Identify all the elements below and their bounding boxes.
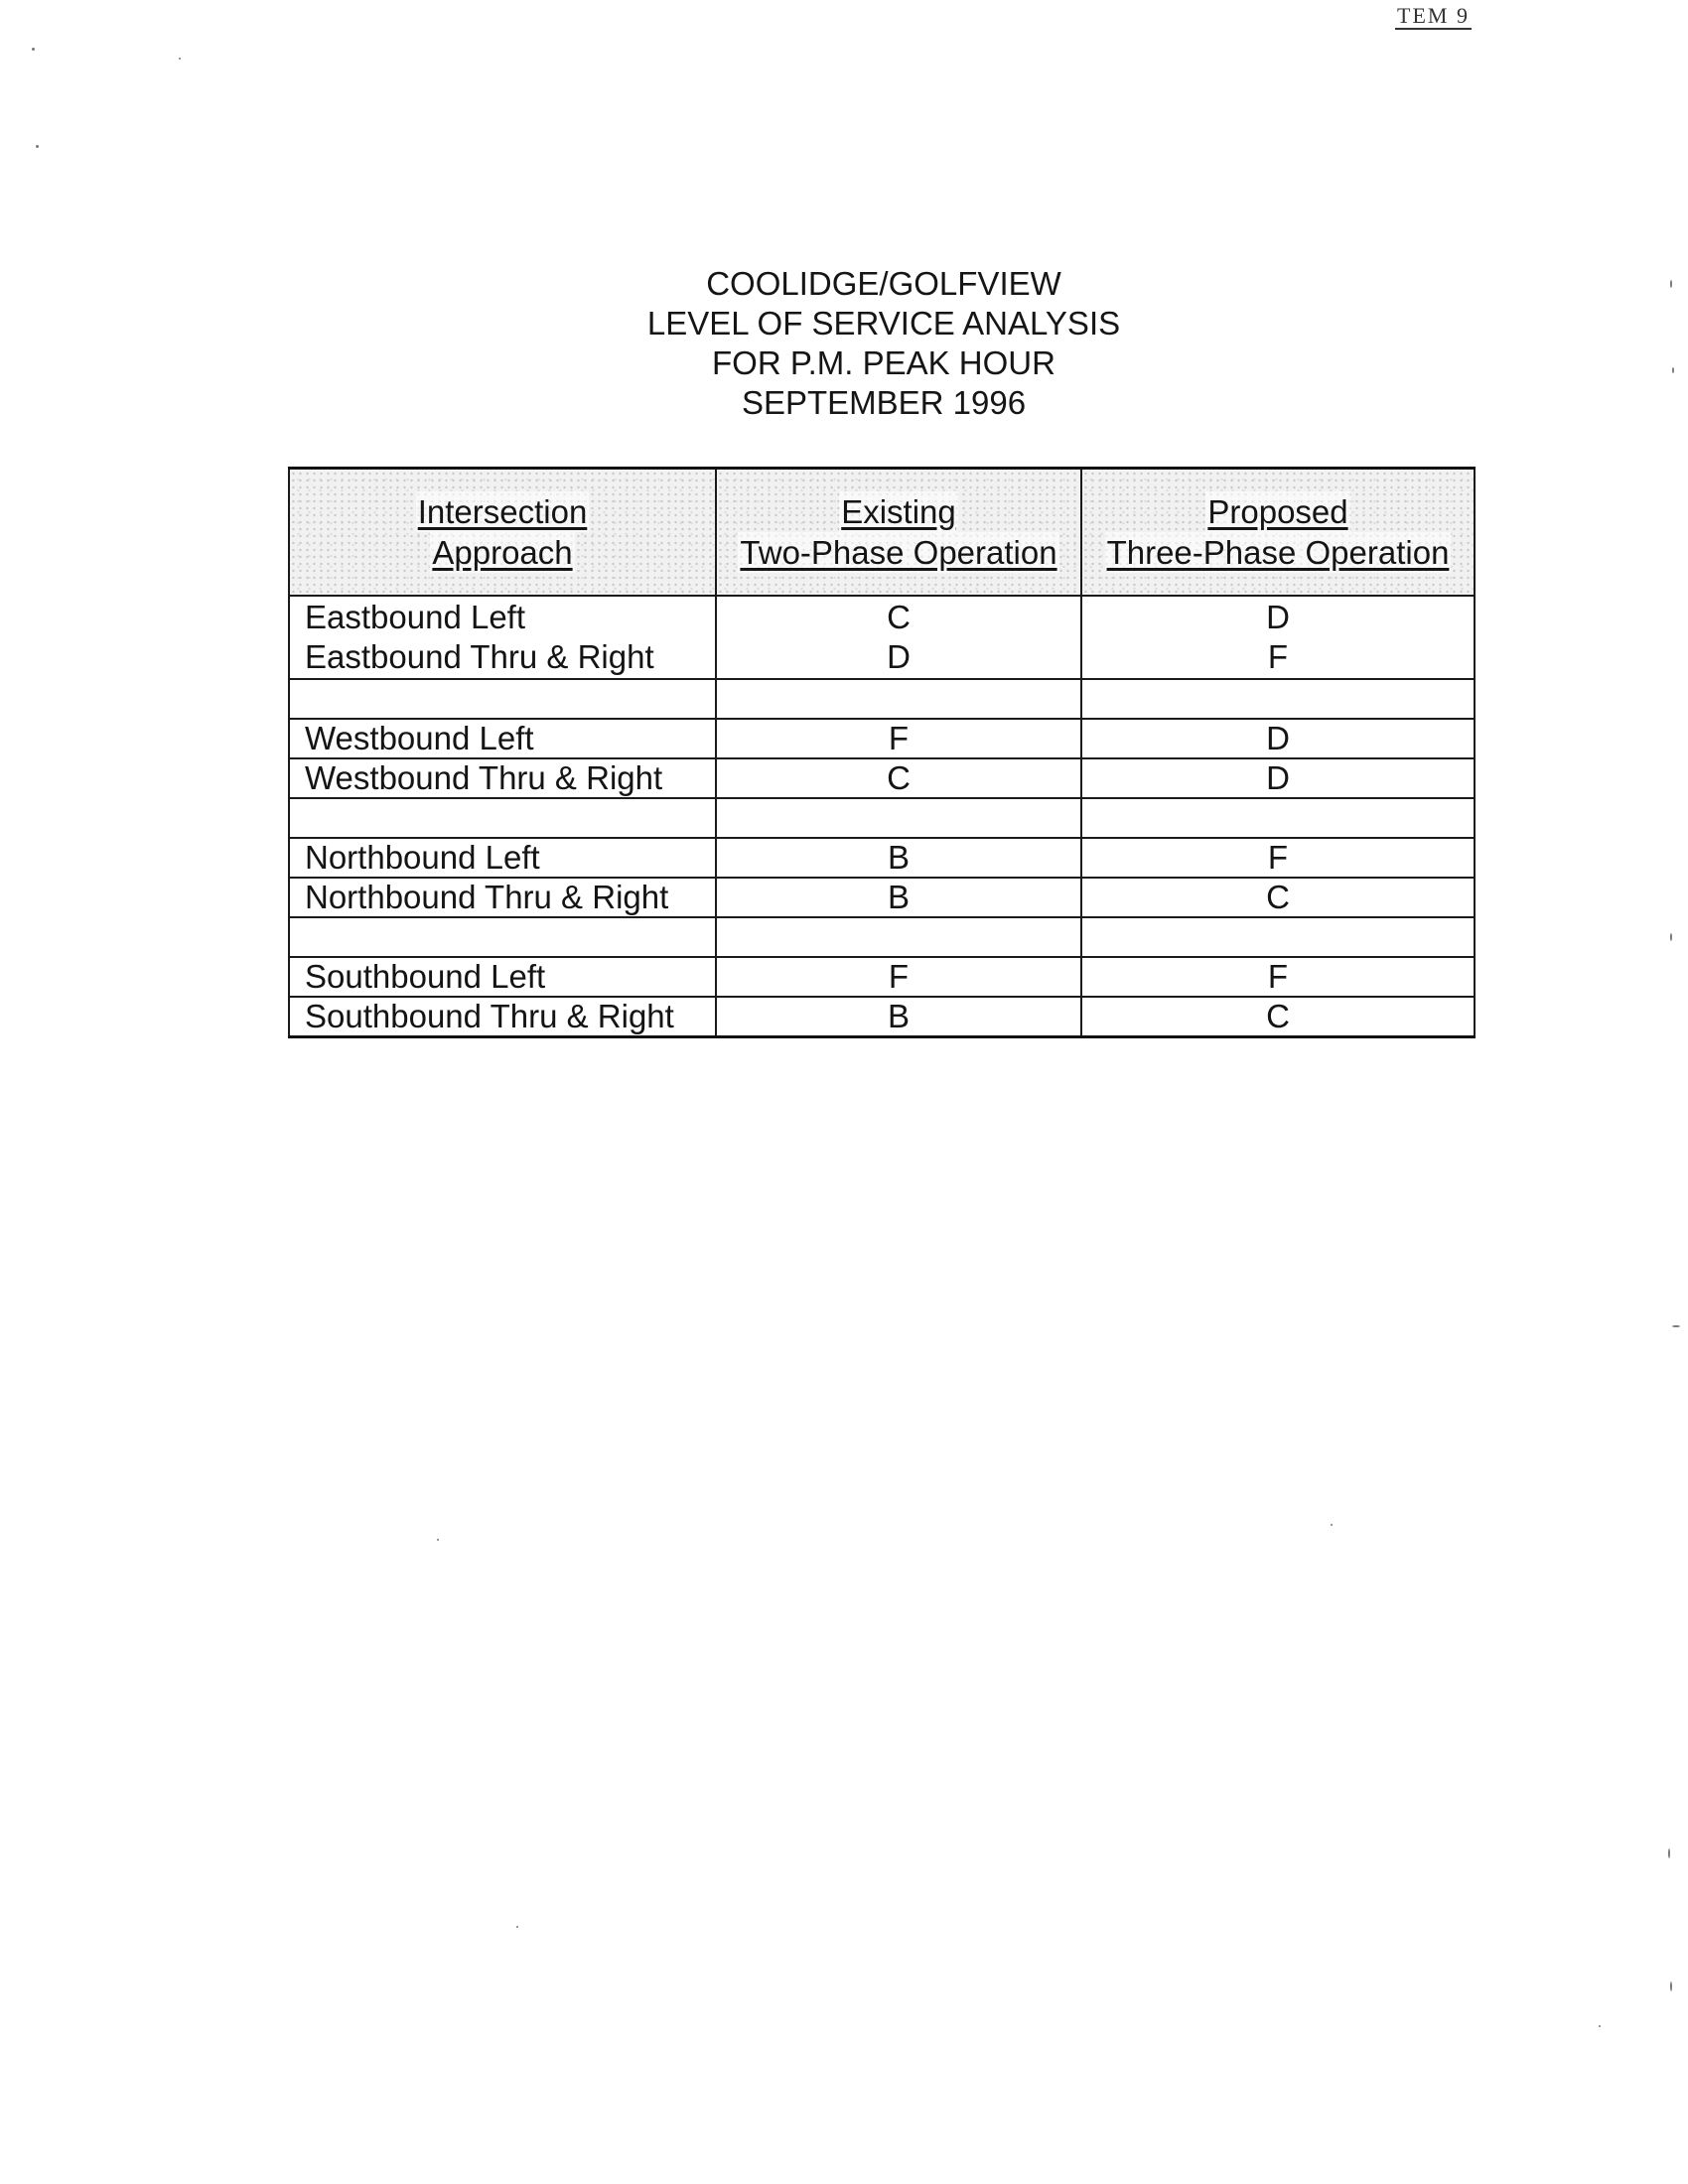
scan-speck bbox=[1670, 280, 1672, 288]
scan-speck bbox=[1331, 1524, 1333, 1526]
approach-cell: Northbound Thru & Right bbox=[289, 878, 716, 917]
title-period: FOR P.M. PEAK HOUR bbox=[712, 344, 1055, 381]
approach-cell: Eastbound Left Eastbound Thru & Right bbox=[289, 596, 716, 679]
scan-speck bbox=[1670, 1981, 1672, 1991]
existing-grade-cell: F bbox=[716, 719, 1081, 758]
proposed-grade-cell: C bbox=[1081, 997, 1475, 1037]
table-spacer-row bbox=[289, 679, 1475, 719]
page-marker: TEM 9 bbox=[1397, 3, 1470, 28]
table-spacer-row bbox=[289, 917, 1475, 957]
existing-grade-cell: C D bbox=[716, 596, 1081, 679]
existing-grade-cell: B bbox=[716, 997, 1081, 1037]
table-row bbox=[289, 719, 1475, 758]
approach-cell: Westbound Left bbox=[289, 719, 716, 758]
level-of-service-table bbox=[288, 467, 1476, 1038]
scan-speck bbox=[1599, 2025, 1601, 2027]
scan-speck bbox=[1672, 1325, 1680, 1327]
approach-cell: Westbound Thru & Right bbox=[289, 758, 716, 798]
table-row bbox=[289, 957, 1475, 997]
table-row bbox=[289, 997, 1475, 1037]
approach-cell: Northbound Left bbox=[289, 838, 716, 878]
table-spacer-row bbox=[289, 798, 1475, 838]
title-intersection: COOLIDGE/GOLFVIEW bbox=[706, 265, 1061, 302]
scan-speck bbox=[1668, 1848, 1670, 1858]
table-row bbox=[289, 758, 1475, 798]
title-analysis: LEVEL OF SERVICE ANALYSIS bbox=[646, 305, 1121, 341]
proposed-grade-cell: D bbox=[1081, 719, 1475, 758]
proposed-grade-cell: C bbox=[1081, 878, 1475, 917]
approach-cell: Southbound Left bbox=[289, 957, 716, 997]
proposed-grade-cell: F bbox=[1081, 957, 1475, 997]
existing-grade-cell: F bbox=[716, 957, 1081, 997]
scan-speck bbox=[32, 48, 35, 51]
header-approach: Intersection Approach bbox=[289, 469, 716, 597]
scan-speck bbox=[516, 1926, 518, 1928]
scan-speck bbox=[36, 145, 39, 148]
header-proposed: Proposed Three-Phase Operation bbox=[1081, 469, 1475, 597]
existing-grade-cell: B bbox=[716, 878, 1081, 917]
approach-cell: Southbound Thru & Right bbox=[289, 997, 716, 1037]
table-row-eastbound bbox=[289, 596, 1475, 679]
scan-speck bbox=[437, 1539, 439, 1541]
proposed-grade-cell: D F bbox=[1081, 596, 1475, 679]
table-row bbox=[289, 838, 1475, 878]
scan-speck bbox=[1670, 933, 1672, 941]
existing-grade-cell: C bbox=[716, 758, 1081, 798]
table-row bbox=[289, 878, 1475, 917]
title-date: SEPTEMBER 1996 bbox=[741, 384, 1027, 421]
existing-grade-cell: B bbox=[716, 838, 1081, 878]
proposed-grade-cell: D bbox=[1081, 758, 1475, 798]
scan-speck bbox=[1672, 367, 1674, 373]
document-title bbox=[496, 264, 1271, 423]
scan-speck bbox=[179, 58, 181, 60]
header-existing: Existing Two-Phase Operation bbox=[716, 469, 1081, 597]
table-header-row bbox=[289, 469, 1475, 597]
proposed-grade-cell: F bbox=[1081, 838, 1475, 878]
